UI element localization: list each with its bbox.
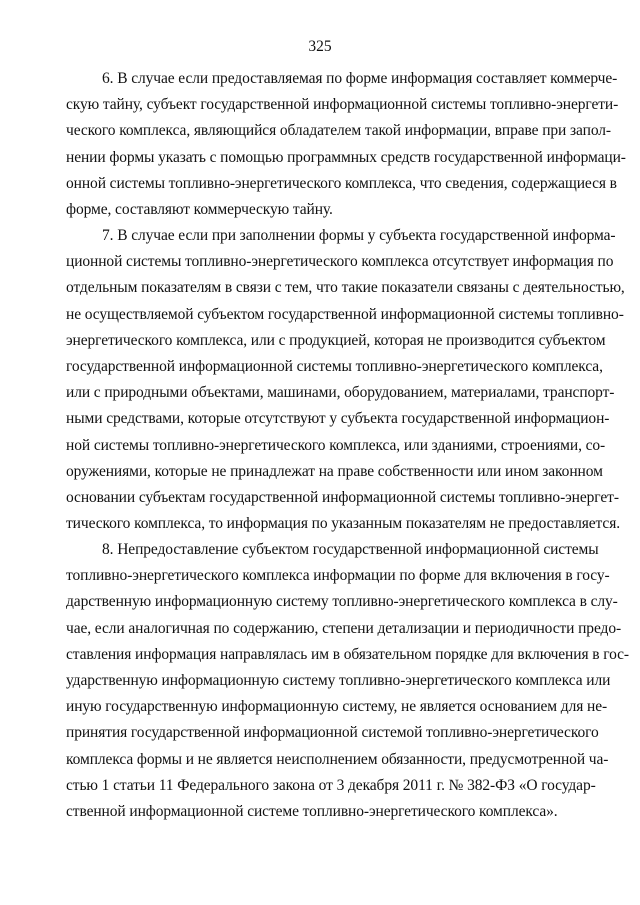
paragraph-line: дарственную информационную систему топливно-энергетического комплекса в слу- <box>66 593 618 611</box>
paragraph-line: 8. Непредоставление субъектом государственной информационной системы <box>102 541 599 558</box>
paragraph-line: принятия государственной информационной системой топливно-энергетического <box>66 724 599 742</box>
page-number: 325 <box>308 38 332 55</box>
paragraph-6 <box>66 66 626 223</box>
paragraph-7 <box>66 223 625 537</box>
paragraph-line: ными средствами, которые отсутствуют у субъекта государственной информацион- <box>66 410 610 428</box>
paragraph-line: энергетического комплекса, или с продукцией, которая не производится субъектом <box>66 331 606 349</box>
paragraph-line: государственной информационной системы топливно-энергетического комплекса, <box>66 357 603 375</box>
paragraph-line: нении формы указать с помощью программных средств государственной информаци- <box>66 148 626 166</box>
paragraph-line: форме, составляют коммерческую тайну. <box>66 200 333 218</box>
paragraph-line: ционной системы топливно-энергетического комплекса отсутствует информация по <box>66 253 614 271</box>
paragraph-line: стью 1 статьи 11 Федерального закона от 3 декабря 2011 г. № 382-ФЗ «О государ- <box>66 776 596 794</box>
paragraph-line: 7. В случае если при заполнении формы у субъекта государственной информа- <box>102 227 616 244</box>
paragraph-line: онной системы топливно-энергетического комплекса, что сведения, содержащиеся в <box>66 174 617 192</box>
paragraph-line: оружениями, которые не принадлежат на праве собственности или ином законном <box>66 462 603 480</box>
paragraph-line: топливно-энергетического комплекса информации по форме для включения в госу- <box>66 567 610 585</box>
paragraph-line: ческого комплекса, являющийся обладателем такой информации, вправе при запол- <box>66 122 611 140</box>
paragraph-line: тического комплекса, то информация по указанным показателям не предоставляется. <box>66 515 621 533</box>
paragraph-line: ной системы топливно-энергетического комплекса, или зданиями, строениями, со- <box>66 436 606 454</box>
paragraph-line: основании субъектам государственной информационной системы топливно-энергет- <box>66 488 619 506</box>
paragraph-line: отдельным показателям в связи с тем, что такие показатели связаны с деятельностью, <box>66 279 625 297</box>
paragraph-line: не осуществляемой субъектом государственной информационной системы топливно- <box>66 305 624 323</box>
paragraph-8 <box>66 537 629 825</box>
paragraph-line: или с природными объектами, машинами, оборудованием, материалами, транспорт- <box>66 384 615 402</box>
paragraph-line: иную государственную информационную систему, не является основанием для не- <box>66 698 608 716</box>
paragraph-line: ударственную информационную систему топливно-энергетического комплекса или <box>66 671 611 689</box>
paragraph-line: 6. В случае если предоставляемая по форме информация составляет коммерче- <box>102 70 618 87</box>
paragraph-line: чае, если аналогичная по содержанию, степени детализации и периодичности предо- <box>66 619 622 637</box>
paragraph-line: комплекса формы и не является неисполнением обязанности, предусмотренной ча- <box>66 750 609 768</box>
paragraph-line: ставления информация направлялась им в обязательном порядке для включения в гос- <box>66 645 629 663</box>
paragraph-line: ственной информационной системе топливно-энергетического комплекса». <box>66 802 558 820</box>
paragraph-line: скую тайну, субъект государственной информационной системы топливно-энергети- <box>66 96 619 114</box>
